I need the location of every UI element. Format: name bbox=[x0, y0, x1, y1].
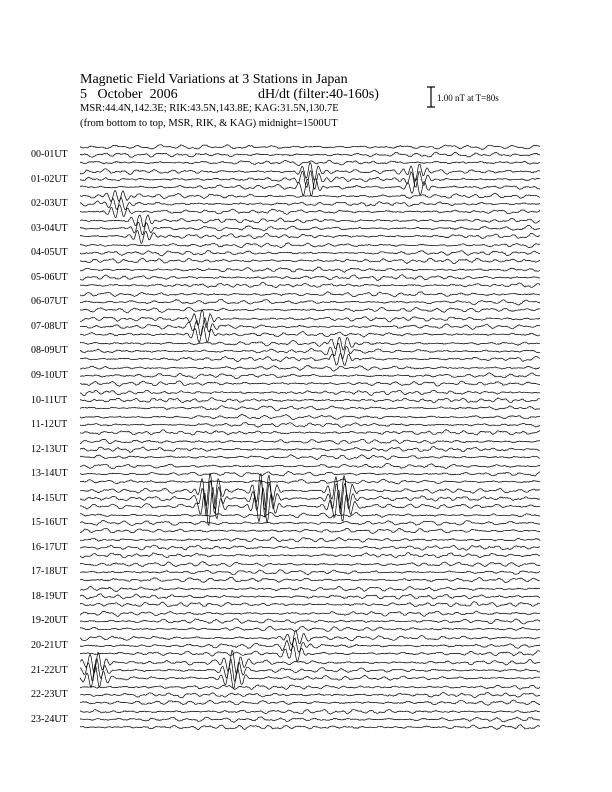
station-coordinates: MSR:44.4N,142.3E; RIK:43.5N,143.8E; KAG:31.5N,130.7E bbox=[80, 103, 339, 114]
magnetometer-trace bbox=[80, 430, 540, 436]
magnetometer-trace bbox=[80, 152, 540, 157]
row-label: 06-07UT bbox=[31, 296, 68, 308]
row-label: 00-01UT bbox=[31, 149, 68, 160]
magnetometer-trace bbox=[80, 512, 540, 518]
magnetometer-trace bbox=[80, 145, 540, 150]
chart-date: 5 October 2006 bbox=[80, 87, 178, 102]
row-label: 03-04UT bbox=[31, 222, 68, 234]
magnetometer-trace bbox=[80, 700, 540, 705]
row-label: 22-23UT bbox=[31, 689, 68, 701]
magnetometer-trace bbox=[80, 479, 540, 484]
magnetometer-trace bbox=[80, 215, 540, 227]
magnetometer-trace bbox=[80, 307, 540, 313]
filter-label: dH/dt (filter:40-160s) bbox=[258, 87, 379, 102]
magnetometer-trace bbox=[80, 373, 540, 379]
row-label: 08-09UT bbox=[31, 345, 68, 357]
row-label: 09-10UT bbox=[31, 369, 68, 381]
magnetometer-trace bbox=[80, 354, 540, 366]
row-label: 12-13UT bbox=[31, 443, 68, 455]
row-label: 18-19UT bbox=[31, 590, 68, 602]
magnetometer-trace bbox=[80, 665, 540, 688]
row-label: 15-16UT bbox=[31, 517, 68, 529]
row-label: 01-02UT bbox=[31, 173, 68, 185]
magnetometer-trace bbox=[80, 710, 540, 715]
magnetometer-trace bbox=[80, 222, 540, 234]
magnetometer-trace bbox=[80, 343, 540, 358]
row-label: 16-17UT bbox=[31, 541, 68, 553]
row-label: 17-18UT bbox=[31, 566, 68, 578]
row-label: 20-21UT bbox=[31, 640, 68, 651]
magnetometer-trace bbox=[80, 338, 540, 351]
magnetometer-trace bbox=[80, 366, 540, 372]
magnetometer-trace bbox=[80, 562, 540, 567]
row-label: 23-24UT bbox=[31, 713, 68, 725]
magnetometer-trace bbox=[80, 594, 540, 599]
scale-label: 1.00 nT at T=80s bbox=[437, 93, 499, 103]
trace-order-note: (from bottom to top, MSR, RIK, & KAG) midnight=1500UT bbox=[80, 118, 338, 129]
magnetometer-trace bbox=[80, 267, 540, 272]
magnetometer-trace bbox=[80, 406, 540, 411]
magnetometer-trace bbox=[80, 717, 540, 723]
magnetometer-trace bbox=[80, 171, 540, 189]
magnetometer-trace bbox=[80, 528, 540, 533]
row-label: 07-08UT bbox=[31, 320, 68, 332]
magnetometer-trace bbox=[80, 205, 540, 217]
magnetometer-trace bbox=[80, 537, 540, 542]
row-label: 21-22UT bbox=[31, 664, 68, 676]
chart-title: Magnetic Field Variations at 3 Stations in Japan bbox=[80, 72, 348, 87]
magnetometer-trace bbox=[80, 488, 540, 526]
row-label: 04-05UT bbox=[31, 247, 68, 259]
row-label: 11-12UT bbox=[31, 419, 68, 431]
magnetometer-trace bbox=[80, 197, 540, 209]
magnetometer-trace bbox=[80, 230, 540, 243]
magnetometer-trace bbox=[80, 390, 540, 395]
row-label: 13-14UT bbox=[31, 468, 68, 480]
row-label: 10-11UT bbox=[31, 394, 68, 406]
row-label: 05-06UT bbox=[31, 271, 68, 283]
magnetometer-trace bbox=[80, 577, 540, 582]
row-label: 14-15UT bbox=[31, 492, 68, 504]
magnetometer-trace bbox=[80, 521, 540, 526]
magnetometer-trace bbox=[80, 282, 540, 288]
magnetometer-trace bbox=[80, 611, 540, 616]
row-label: 02-03UT bbox=[31, 198, 68, 210]
magnetometer-trace bbox=[80, 258, 540, 264]
row-label: 19-20UT bbox=[31, 615, 68, 627]
magnetometer-trace bbox=[80, 275, 540, 281]
magnetometer-trace bbox=[80, 545, 540, 550]
magnetometer-trace bbox=[80, 292, 540, 297]
magnetometer-trace bbox=[80, 480, 540, 518]
magnetometer-trace bbox=[80, 692, 540, 698]
magnetometer-trace bbox=[80, 318, 540, 336]
